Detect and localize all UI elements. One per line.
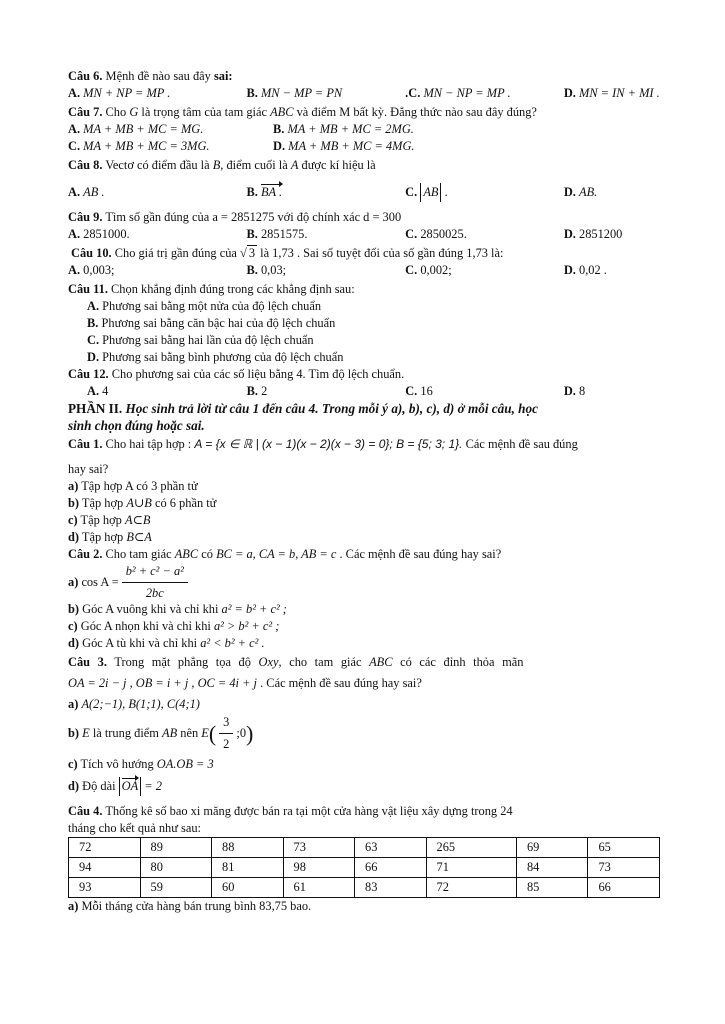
question-9-options [68, 226, 663, 243]
question-11: Câu 11. Chọn khẳng định đúng trong các khẳng định sau: [68, 282, 355, 296]
option-b: B. Phương sai bằng căn bậc hai của độ lệch chuẩn [87, 316, 336, 330]
statement-b: b) Tập hợp A∪B có 6 phần tử [68, 496, 217, 510]
option-d: D. MN = IN + MI . [563, 86, 660, 100]
table-row: 72 89 88 73 63 265 69 65 [69, 838, 660, 858]
sqrt-symbol: √ 3 [240, 246, 256, 260]
question-6-options [68, 85, 663, 102]
option-b: B. MA + MB + MC = 2MG. [273, 122, 414, 136]
question-8: Câu 8. Vectơ có điểm đầu là B, điểm cuối là A được kí hiệu là [68, 158, 376, 172]
question-10-options [68, 262, 663, 279]
statement-b: b) Góc A vuông khi và chỉ khi a² = b² + c² ; [68, 602, 287, 616]
part2-question-2: Câu 2. Cho tam giác ABC có BC = a, CA = b, AB = c . Các mệnh đề sau đúng hay sai? [68, 547, 502, 561]
option-a: A. MN + NP = MP . [68, 86, 171, 100]
statement-c: c) Tập hợp A⊂B [68, 513, 151, 527]
data-table [68, 837, 660, 898]
table-row: 94 80 81 98 66 71 84 73 [69, 858, 660, 878]
option-c: C. 0,002; [405, 263, 452, 277]
option-c: C. MA + MB + MC = 3MG. [68, 139, 210, 153]
part-2-heading: PHẦN II. Học sinh trả lời từ câu 1 đến câu 4. Trong mỗi ý a), b), c), d) ở mỗi câu, học [68, 401, 538, 416]
part2-question-4-cont: tháng cho kết quả như sau: [68, 821, 201, 835]
fraction: $\frac{3}{2}$ [219, 714, 233, 753]
part2-question-3: Câu 3. Trong mặt phẳng tọa độ Oxy, cho tam giác ABC có các đỉnh thỏa mãn [68, 655, 524, 669]
option-a: A. 2851000. [68, 227, 130, 241]
part-2-heading-cont: sinh chọn đúng hoặc sai. [68, 418, 205, 433]
question-9: Câu 9. Tìm số gần đúng của a = 2851275 với độ chính xác d = 300 [68, 210, 402, 224]
question-number: Câu 6. [68, 69, 103, 83]
option-c: C. Phương sai bằng hai lần của độ lệch chuẩn [87, 333, 314, 347]
statement-c: c) Tích vô hướng OA.OB = 3 [68, 757, 214, 771]
part2-question-1: Câu 1. Cho hai tập hợp : A = {x ∈ ℝ | (x − 1)(x − 2)(x − 3) = 0}; B = {5; 3; 1}. Các mệnh đề sau đúng [68, 437, 578, 451]
option-b: B. 0,03; [246, 263, 287, 277]
option-d: D. 2851200 [563, 227, 623, 241]
statement-b: b) E là trung điểm AB nên E ( $\frac{3}{2}$ ;0 ) [68, 714, 254, 751]
option-b: B. 2 [246, 384, 268, 398]
fraction: $\frac{\text{b² + c² − a²}}{2bc}$ [122, 563, 188, 602]
question-8-options [68, 184, 663, 201]
option-c: .C. MN − NP = MP . [405, 86, 511, 100]
option-a: A. MA + MB + MC = MG. [68, 122, 204, 136]
option-c: C. 16 [405, 384, 433, 398]
option-b: B. MN − MP = PN [246, 86, 343, 100]
question-6: Câu 6. Mệnh đề nào sau đây sai: [68, 69, 233, 83]
option-a: A. 4 [87, 384, 109, 398]
question-10: Câu 10. Cho giá trị gần đúng của √ 3 là 1,73 . Sai số tuyệt đối của số gần đúng 1,73 là: [71, 246, 504, 260]
option-c: C. 2850025. [405, 227, 467, 241]
statement-a: a) A(2;−1), B(1;1), C(4;1) [68, 697, 200, 711]
question-12-options [68, 383, 663, 400]
part2-question-1-cont: hay sai? [68, 462, 109, 476]
question-7-options-row2 [68, 138, 663, 155]
statement-a: a) Mỗi tháng cửa hàng bán trung bình 83,75 bao. [68, 899, 312, 913]
option-b: B. 2851575. [246, 227, 308, 241]
option-d: D. MA + MB + MC = 4MG. [273, 139, 415, 153]
question-7: Câu 7. Cho G là trọng tâm của tam giác ABC và điểm M bất kỳ. Đẳng thức nào sau đây đúng? [68, 105, 537, 119]
option-d: D. Phương sai bằng bình phương của độ lệch chuẩn [87, 350, 344, 364]
statement-d: d) Góc A tù khi và chỉ khi a² < b² + c² . [68, 636, 265, 650]
table-row: 93 59 60 61 83 72 85 66 [69, 878, 660, 898]
part2-question-3-cont: OA = 2i − j , OB = i + j , OC = 4i + j . Các mệnh đề sau đúng hay sai? [68, 676, 422, 690]
option-b: B. BA . [246, 185, 283, 199]
statement-d: d) Độ dài OA = 2 [68, 779, 162, 793]
part2-question-4: Câu 4. Thống kê số bao xi măng được bán ra tại một cửa hàng vật liệu xây dựng trong 24 [68, 804, 513, 818]
statement-d: d) Tập hợp B⊂A [68, 530, 152, 544]
option-d: D. AB. [563, 185, 598, 199]
option-d: D. 0,02 . [563, 263, 607, 277]
option-a: A. AB . [68, 185, 105, 199]
option-c: C. AB . [405, 185, 448, 199]
option-a: A. Phương sai bằng một nửa của độ lệch chuẩn [87, 299, 322, 313]
statement-c: c) Góc A nhọn khi và chỉ khi a² > b² + c² ; [68, 619, 280, 633]
question-12: Câu 12. Cho phương sai của các số liệu bằng 4. Tìm độ lệch chuẩn. [68, 367, 405, 381]
option-d: D. 8 [563, 384, 586, 398]
question-7-options-row1 [68, 121, 663, 138]
option-a: A. 0,003; [68, 263, 115, 277]
statement-a: a) cos A = $\frac{\text{b² + c² − a²}}{2bc}$ [68, 563, 663, 601]
statement-a: a) Tập hợp A có 3 phần tử [68, 479, 198, 493]
